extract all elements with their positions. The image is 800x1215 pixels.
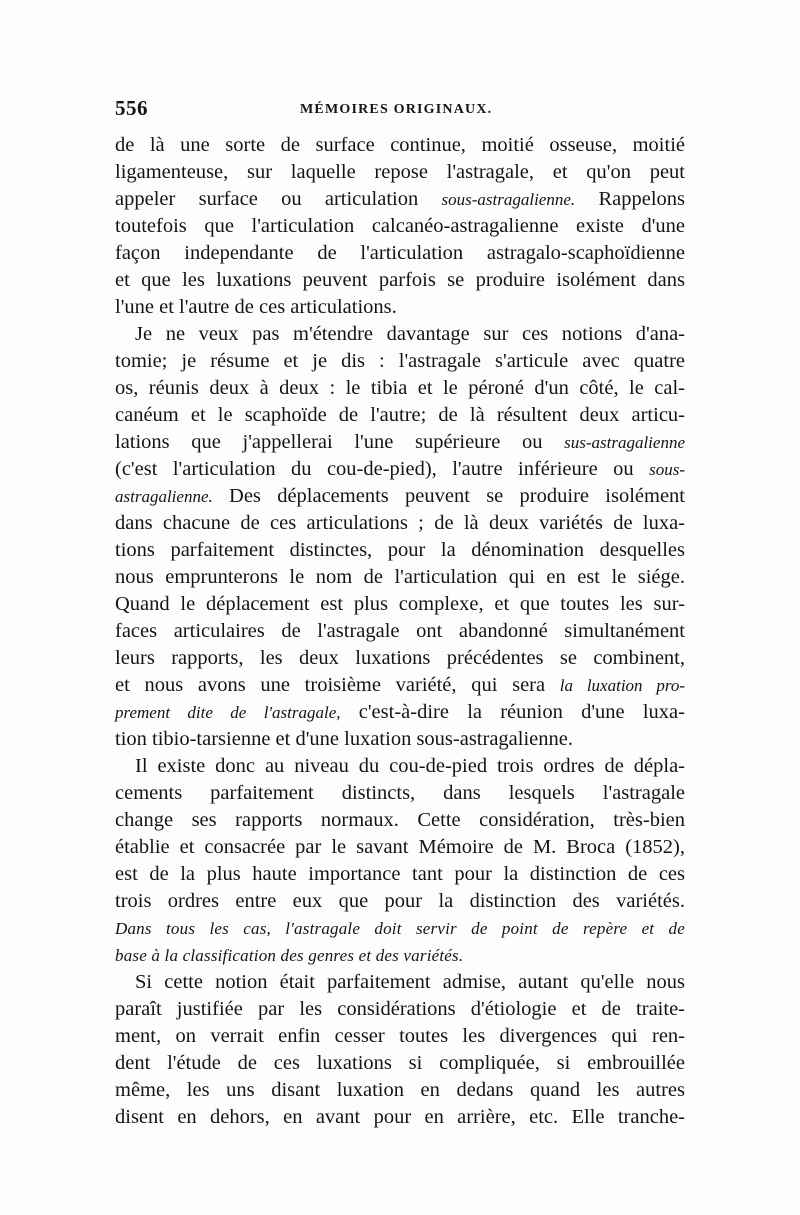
text-run: et nous avons une troisième variété, qui sera bbox=[115, 674, 560, 696]
italic-run: sus-astragalienne bbox=[564, 433, 685, 452]
paragraph-start-line: Je ne veux pas m'étendre davantage sur ces notions d'ana- bbox=[135, 323, 685, 345]
text-line: ment, on verrait enfin cesser toutes les divergences qui ren- bbox=[115, 1025, 685, 1047]
italic-run: sous- bbox=[649, 460, 685, 479]
text-line: canéum et le scaphoïde de l'autre; de là résultent deux articu- bbox=[115, 404, 685, 426]
text-line bbox=[115, 672, 685, 699]
paragraph-end-line: l'une et l'autre de ces articulations. bbox=[115, 296, 397, 318]
text-line: os, réunis deux à deux : le tibia et le péroné d'un côté, le cal- bbox=[115, 377, 685, 399]
text-line: même, les uns disant luxation en dedans quand les autres bbox=[115, 1079, 685, 1101]
italic-line: Dans tous les cas, l'astragale doit servir de point de repère et de bbox=[115, 919, 685, 938]
text-line: est de la plus haute importance tant pour la distinction de ces bbox=[115, 863, 685, 885]
text-line: faces articulaires de l'astragale ont abandonné simultanément bbox=[115, 620, 685, 642]
text-line: change ses rapports normaux. Cette considération, très-bien bbox=[115, 809, 685, 831]
text-line bbox=[115, 483, 685, 510]
text-line: trois ordres entre eux que pour la distinction des variétés. bbox=[115, 890, 685, 912]
paragraph-start-line: Si cette notion était parfaitement admise, autant qu'elle nous bbox=[135, 971, 685, 993]
text-line: toutefois que l'articulation calcanéo-astragalienne existe d'une bbox=[115, 215, 685, 237]
body-text bbox=[115, 132, 685, 1131]
text-line: ligamenteuse, sur laquelle repose l'astragale, et qu'on peut bbox=[115, 161, 685, 183]
text-run: appeler surface ou articulation bbox=[115, 188, 442, 210]
text-run: Des déplacements peuvent se produire isolément bbox=[212, 485, 685, 507]
running-title: MÉMOIRES ORIGINAUX. bbox=[300, 102, 493, 117]
text-run: Rappelons bbox=[575, 188, 685, 210]
text-line: paraît justifiée par les considérations d'étiologie et de traite- bbox=[115, 998, 685, 1020]
text-line: Quand le déplacement est plus complexe, et que toutes les sur- bbox=[115, 593, 685, 615]
text-line bbox=[115, 429, 685, 456]
italic-run: prement dite de l'astragale, bbox=[115, 703, 341, 722]
text-line: façon independante de l'articulation astragalo-scaphoïdienne bbox=[115, 242, 685, 264]
text-line bbox=[115, 186, 685, 213]
text-line: dent l'étude de ces luxations si compliquée, si embrouillée bbox=[115, 1052, 685, 1074]
text-line: établie et consacrée par le savant Mémoire de M. Broca (1852), bbox=[115, 836, 685, 858]
paragraph-start-line: Il existe donc au niveau du cou-de-pied trois ordres de dépla- bbox=[135, 755, 685, 777]
text-run: c'est-à-dire la réunion d'une luxa- bbox=[340, 701, 685, 723]
text-run: (c'est l'articulation du cou-de-pied), l'autre inférieure ou bbox=[115, 458, 650, 480]
text-line: tions parfaitement distinctes, pour la dénomination desquelles bbox=[115, 539, 685, 561]
page-number: 556 bbox=[115, 96, 148, 120]
text-line: dans chacune de ces articulations ; de là deux variétés de luxa- bbox=[115, 512, 685, 534]
running-head bbox=[115, 96, 685, 130]
text-line bbox=[115, 699, 685, 726]
text-line: disent en dehors, en avant pour en arrière, etc. Elle tranche- bbox=[115, 1106, 685, 1128]
text-line: de là une sorte de surface continue, moitié osseuse, moitié bbox=[115, 134, 685, 156]
italic-paragraph-end-line: base à la classification des genres et des variétés. bbox=[115, 946, 464, 965]
italic-run: la luxation pro- bbox=[559, 676, 685, 695]
text-run: lations que j'appellerai l'une supérieure ou bbox=[115, 431, 565, 453]
text-line bbox=[115, 456, 685, 483]
text-line: tomie; je résume et je dis : l'astragale s'articule avec quatre bbox=[115, 350, 685, 372]
paragraph-end-line: tion tibio-tarsienne et d'une luxation sous-astragalienne. bbox=[115, 728, 573, 750]
text-line: et que les luxations peuvent parfois se produire isolément dans bbox=[115, 269, 685, 291]
italic-run: astragalienne. bbox=[115, 487, 213, 506]
text-line: cements parfaitement distincts, dans lesquels l'astragale bbox=[115, 782, 685, 804]
text-line: nous emprunterons le nom de l'articulation qui en est le siége. bbox=[115, 566, 685, 588]
italic-run: sous-astragalienne. bbox=[441, 190, 576, 209]
text-line: leurs rapports, les deux luxations précédentes se combinent, bbox=[115, 647, 685, 669]
